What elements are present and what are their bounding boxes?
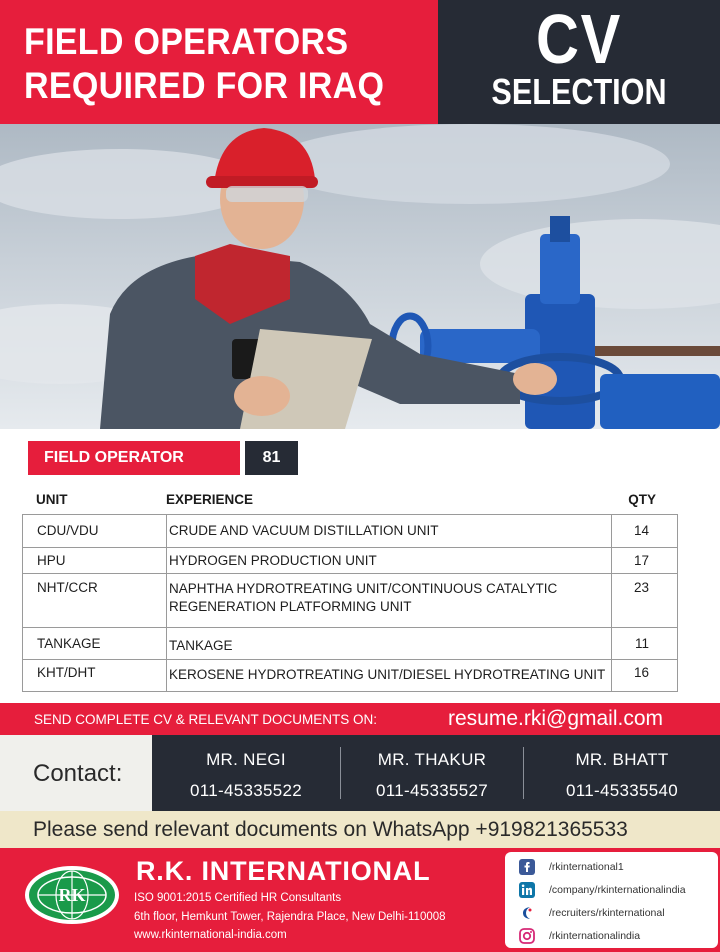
headline-line-1: FIELD OPERATORS (24, 21, 349, 62)
cell-unit: HPU (37, 553, 66, 568)
social-link-linkedin[interactable] (519, 880, 686, 900)
contact-label: Contact: (33, 760, 123, 787)
contact-person (341, 735, 523, 811)
table-row (23, 627, 677, 659)
header-unit: UNIT (36, 492, 68, 507)
cell-experience-line: TANKAGE (169, 638, 233, 653)
hero-photo (0, 124, 720, 429)
table-row (23, 659, 677, 691)
company-website[interactable]: www.rkinternational-india.com (134, 929, 287, 941)
company-cert: ISO 9001:2015 Certified HR Consultants (134, 892, 342, 904)
whatsapp-text: Please send relevant documents on WhatsApp +919821365533 (33, 818, 628, 841)
facebook-icon (519, 859, 535, 875)
email-label: SEND COMPLETE CV & RELEVANT DOCUMENTS ON: (34, 712, 378, 727)
header-qty: QTY (628, 492, 656, 507)
cell-experience-line: REGENERATION PLATFORMING UNIT (169, 599, 412, 614)
social-text: /company/rkinternationalindia (549, 884, 686, 896)
contact-name: MR. NEGI (206, 750, 286, 769)
contact-label-box (0, 735, 152, 811)
company-logo-icon (24, 865, 120, 925)
cell-experience (166, 515, 612, 547)
cell-experience-line: NAPHTHA HYDROTREATING UNIT/CONTINUOUS CATALYTIC (169, 581, 558, 596)
contact-name: MR. THAKUR (377, 750, 487, 769)
table-row (23, 573, 677, 627)
logo-text: RK (58, 885, 86, 905)
cell-experience (166, 574, 612, 627)
headline-line-2: REQUIRED FOR IRAQ (24, 65, 385, 106)
cell-experience-line: HYDROGEN PRODUCTION UNIT (169, 553, 377, 568)
cell-experience (166, 660, 612, 691)
social-text: /rkinternational1 (549, 861, 624, 873)
whatsapp-bar (0, 811, 720, 848)
cell-unit: KHT/DHT (37, 665, 96, 680)
cell-qty: 23 (633, 580, 649, 595)
table-body (22, 514, 678, 692)
cell-experience (166, 548, 612, 573)
headline (24, 20, 384, 108)
social-links (505, 852, 718, 948)
cell-qty: 14 (633, 523, 649, 538)
contact-name: MR. BHATT (575, 750, 669, 769)
table-row (23, 515, 677, 547)
requirements-table (22, 488, 678, 692)
instagram-icon (519, 928, 535, 944)
cv-subtitle: SELECTION (491, 71, 667, 112)
recruiters-icon (519, 905, 535, 921)
social-link-instagram[interactable] (519, 926, 640, 946)
company-name: R.K. INTERNATIONAL (136, 856, 431, 886)
cv-selection-box (438, 0, 720, 124)
contact-panel (152, 735, 720, 811)
social-text: /rkinternationalindia (549, 930, 641, 942)
company-address: 6th floor, Hemkunt Tower, Rajendra Place, New Delhi-110008 (134, 911, 446, 923)
contact-person (524, 735, 720, 811)
email-link[interactable]: resume.rki@gmail.com (448, 707, 664, 730)
header-experience: EXPERIENCE (166, 492, 254, 507)
social-text: /recruiters/rkinternational (549, 907, 665, 919)
cell-qty: 16 (633, 665, 649, 680)
linkedin-icon (519, 882, 535, 898)
cv-title: CV (535, 0, 623, 78)
cell-unit: NHT/CCR (37, 580, 98, 595)
contact-phone[interactable]: 011-45335522 (190, 781, 302, 800)
email-bar (0, 703, 720, 735)
table-row (23, 547, 677, 573)
cell-unit: CDU/VDU (37, 523, 99, 538)
position-count: 81 (245, 441, 298, 475)
contact-phone[interactable]: 011-45335527 (376, 781, 488, 800)
position-label: FIELD OPERATOR (28, 441, 240, 475)
cell-experience-line: KEROSENE HYDROTREATING UNIT/DIESEL HYDROTREATING UNIT (169, 667, 606, 682)
table-header (22, 488, 678, 514)
cell-qty: 11 (634, 636, 649, 651)
social-link-recruiters[interactable] (519, 903, 665, 923)
contact-phone[interactable]: 011-45335540 (566, 781, 678, 800)
cell-qty: 17 (633, 553, 649, 568)
header-banner (0, 0, 720, 124)
contact-person (152, 735, 340, 811)
social-link-facebook[interactable] (519, 857, 624, 877)
cell-experience (166, 628, 612, 659)
cell-experience-line: CRUDE AND VACUUM DISTILLATION UNIT (169, 523, 439, 538)
cell-unit: TANKAGE (37, 636, 101, 651)
footer (0, 848, 720, 952)
hero-illustration (0, 124, 720, 429)
